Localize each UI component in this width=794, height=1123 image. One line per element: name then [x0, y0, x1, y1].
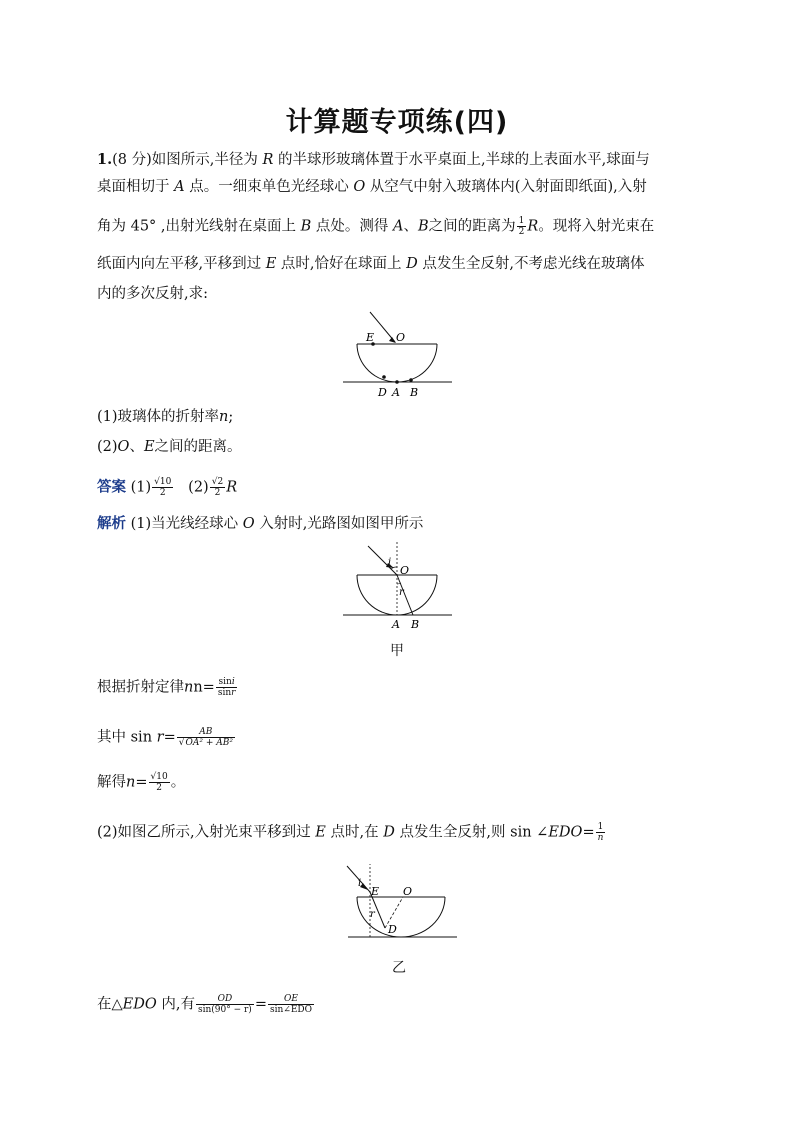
var-a: A [174, 179, 185, 195]
text: 从空气中射入玻璃体内(入射面即纸面),入射 [369, 179, 647, 195]
solution-label: 解析 [97, 515, 126, 532]
denominator: 2 [156, 783, 162, 793]
numerator: √10 [150, 772, 168, 782]
problem-line-3 [97, 216, 654, 237]
label-o: O [403, 885, 413, 898]
text: (2)如图乙所示,入射光束平移到过 [97, 824, 311, 841]
var-n: n [126, 774, 136, 791]
label-e: E [371, 885, 380, 898]
numerator: 1 [596, 822, 606, 833]
text: 其中 sin [97, 729, 153, 746]
denominator: sin∠EDO [269, 1005, 312, 1015]
label-b: B [411, 618, 420, 631]
problem-line-4 [97, 254, 645, 274]
answer-line [97, 477, 237, 498]
text: 。现将入射光束在 [538, 218, 655, 235]
fraction-oe [268, 994, 314, 1015]
text: 点时,恰好在球面上 [280, 256, 402, 272]
problem-line-2 [97, 177, 647, 197]
caption-yi: 乙 [392, 960, 406, 976]
label-d: D [378, 386, 387, 399]
text: 在△ [97, 996, 123, 1013]
text: (2) [188, 479, 209, 496]
text: = [582, 824, 595, 841]
text: 之间的距离为 [428, 218, 516, 235]
text: 点发生全反射,则 sin ∠ [399, 824, 549, 841]
question-1 [97, 407, 233, 427]
fraction-ab: $\frac{AB}{\text{√OA² + AB²}}$ [178, 727, 233, 748]
problem-line-1 [97, 150, 650, 170]
denominator: 2 [214, 488, 221, 498]
var-e: E [315, 824, 326, 841]
var-a: A [393, 218, 404, 235]
var-r: R [226, 479, 238, 496]
numerator: √10 [154, 477, 172, 487]
var-r: R [262, 152, 274, 168]
text: = [163, 729, 176, 746]
answer-fraction-1 [152, 477, 173, 498]
text: ; [228, 409, 234, 425]
text: 根据折射定律 [97, 679, 184, 696]
numerator: sin [218, 677, 232, 687]
hemisphere-diagram [340, 308, 455, 403]
figure-jia [340, 540, 455, 632]
text: 内,有 [161, 996, 195, 1013]
text: = [135, 774, 148, 791]
text: 如图所示,半径为 [151, 152, 258, 168]
numerator: √2 [211, 477, 224, 487]
figure-problem [340, 308, 455, 403]
triangle-name: EDO [122, 996, 157, 1013]
denominator: 2 [518, 227, 525, 237]
question-2 [97, 437, 242, 457]
text: 。 [170, 774, 186, 791]
text: n= [193, 679, 215, 696]
solve-n [97, 772, 185, 793]
fraction-solve [149, 772, 170, 793]
numerator: AB [177, 727, 235, 738]
text: (1)当光线经球心 [130, 516, 239, 532]
solution-line-1 [97, 514, 423, 534]
numerator: 1 [518, 216, 525, 226]
var-o: O [117, 439, 130, 455]
label-i: i [388, 557, 392, 568]
text: 点。一细束单色光经球心 [189, 179, 349, 195]
problem-line-5: 内的多次反射,求: [97, 286, 208, 302]
text: 入射时,光路图如图甲所示 [259, 516, 424, 532]
denominator: 2 [159, 488, 166, 498]
text: 点发生全反射,不考虑光线在玻璃体 [422, 256, 645, 272]
angle-edo: EDO [548, 824, 583, 841]
fraction-od [196, 994, 254, 1015]
var-n: n [219, 409, 229, 425]
label-r: r [370, 909, 375, 920]
var-i: i [231, 677, 235, 687]
answer-label: 答案 [97, 478, 126, 496]
var-r: R [527, 218, 539, 235]
var-r: r [231, 688, 236, 698]
denominator: OA² + AB² [185, 738, 233, 748]
var-o: O [353, 179, 366, 195]
figure-yi [345, 862, 460, 944]
var-b: B [300, 218, 312, 235]
text: (1)玻璃体的折射率 [97, 409, 220, 425]
fraction-sin [216, 677, 238, 698]
light-path-diagram-yi [345, 862, 460, 944]
text: 角为 45° ,出射光线射在桌面上 [97, 218, 297, 235]
fraction-1-n [596, 822, 606, 843]
label-i: i [358, 878, 362, 889]
text: 纸面内向左平移,平移到过 [97, 256, 262, 272]
problem-points: (8 分) [112, 152, 152, 168]
fraction-half [517, 216, 527, 237]
sin-r-formula [97, 727, 236, 748]
refraction-law [97, 677, 238, 698]
answer-fraction-2 [210, 477, 225, 498]
numerator: OD [196, 994, 254, 1005]
var-d: D [383, 824, 395, 841]
text: 的半球形玻璃体置于水平桌面上,半球的上表面水平,球面与 [278, 152, 650, 168]
label-e: E [366, 331, 375, 344]
denominator: sin [217, 688, 232, 698]
text: 桌面相切于 [97, 179, 170, 195]
triangle-sine-law [97, 994, 315, 1015]
var-n: n [184, 679, 194, 696]
var-r: r [156, 729, 164, 746]
label-b: B [410, 386, 419, 399]
label-d: D [388, 923, 397, 936]
text: 、 [403, 218, 418, 235]
var-e: E [265, 256, 277, 272]
text: 之间的距离。 [154, 439, 242, 455]
denominator: sin(90° − r) [197, 1005, 252, 1015]
label-o: O [400, 564, 410, 577]
label-r: r [399, 587, 404, 598]
problem-number: 1. [97, 151, 113, 168]
text: 解得 [97, 774, 126, 791]
caption-jia: 甲 [390, 643, 404, 659]
var-d: D [406, 256, 418, 272]
denominator: n [597, 833, 604, 843]
text: (1) [130, 479, 152, 496]
var-o: O [242, 516, 255, 532]
var-e: E [143, 439, 155, 455]
page-title: 计算题专项练(四) [285, 107, 509, 138]
text: = [254, 996, 267, 1013]
numerator: OE [268, 994, 314, 1005]
text: 点时,在 [330, 824, 379, 841]
label-a: A [392, 386, 400, 399]
light-path-diagram-jia [340, 540, 455, 632]
text: (2) [97, 439, 118, 455]
label-a: A [392, 618, 400, 631]
text: 、 [129, 439, 144, 455]
var-b: B [418, 218, 429, 235]
label-o: O [396, 331, 406, 344]
text: 点处。测得 [315, 218, 389, 235]
solution-part-2 [97, 822, 606, 843]
